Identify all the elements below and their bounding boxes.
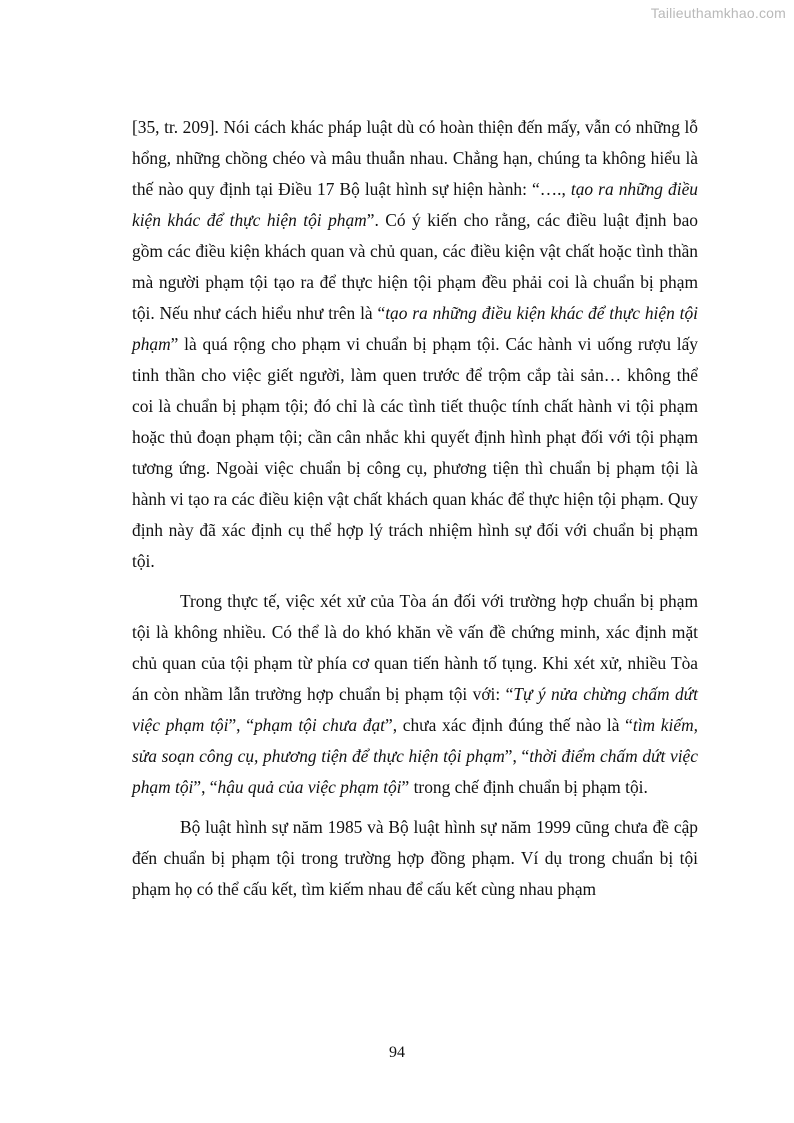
italic-text-run: tìm kiếm, sửa soạn công cụ, phương tiện để thực hiện tội phạm (132, 715, 698, 766)
italic-text-run: Tự ý nửa chừng chấm dứt việc phạm tội (132, 684, 698, 735)
page-number: 94 (389, 1044, 405, 1061)
italic-text-run: phạm tội chưa đạt (253, 715, 385, 735)
text-run: ”. Có ý kiến cho rằng, các điều luật định bao gồm các điều kiện khách quan và chủ quan, các điều kiện vật chất hoặc tình thần mà người phạm tội tạo ra để thực hiện tội phạm đều phải coi là chuẩn bị phạm tội. Nếu như cách hiểu như trên là “ (132, 210, 698, 323)
paragraph (132, 586, 698, 803)
document-body (132, 112, 698, 905)
italic-text-run: tạo ra những điều kiện khác để thực hiện tội phạm (132, 303, 698, 354)
text-run: ”, chưa xác định đúng thế nào là “ (384, 715, 633, 735)
italic-text-run: tạo ra những điều kiện khác để thực hiện tội phạm (132, 179, 698, 230)
text-run: ”, “ (504, 746, 530, 766)
text-run: [35, tr. 209]. Nói cách khác pháp luật dù có hoàn thiện đến mấy, vẫn có những lỗ hổng, những chồng chéo và mâu thuẫn nhau. Chẳng hạn, chúng ta không hiểu là thế nào quy định tại Điều 17 Bộ luật hình sự hiện hành: “…., (132, 117, 698, 199)
text-run: ”, “ (228, 715, 254, 735)
italic-text-run: thời điểm chấm dứt việc phạm tội (132, 746, 698, 797)
text-run: Bộ luật hình sự năm 1985 và Bộ luật hình sự năm 1999 cũng chưa đề cập đến chuẩn bị phạm tội trong trường hợp đồng phạm. Ví dụ trong chuẩn bị tội phạm họ có thể cấu kết, tìm kiếm nhau để cấu kết cùng nhau phạm (132, 817, 698, 899)
italic-text-run: hậu quả của việc phạm tội (217, 777, 402, 797)
text-run: ” là quá rộng cho phạm vi chuẩn bị phạm tội. Các hành vi uống rượu lấy tinh thần cho việc giết người, làm quen trước để trộm cắp tài sản… không thể coi là chuẩn bị phạm tội; đó chỉ là các tình tiết thuộc tính chất hành vi tội phạm hoặc thủ đoạn phạm tội; cần cân nhắc khi quyết định hình phạt đối với tội phạm tương ứng. Ngoài việc chuẩn bị công cụ, phương tiện thì chuẩn bị phạm tội là hành vi tạo ra các điều kiện vật chất khách quan khác để thực hiện tội phạm. Quy định này đã xác định cụ thể hợp lý trách nhiệm hình sự đối với chuẩn bị phạm tội. (132, 334, 698, 571)
text-run: ” trong chế định chuẩn bị phạm tội. (401, 777, 648, 797)
watermark-text: Tailieuthamkhao.com (650, 5, 786, 21)
paragraph (132, 112, 698, 577)
text-run: Trong thực tế, việc xét xử của Tòa án đối với trường hợp chuẩn bị phạm tội là không nhiều. Có thể là do khó khăn về vấn đề chứng minh, xác định mặt chủ quan của tội phạm từ phía cơ quan tiến hành tố tụng. Khi xét xử, nhiều Tòa án còn nhầm lẫn trường hợp chuẩn bị phạm tội với: “ (132, 591, 698, 704)
text-run: ”, “ (193, 777, 218, 797)
paragraph (132, 812, 698, 905)
